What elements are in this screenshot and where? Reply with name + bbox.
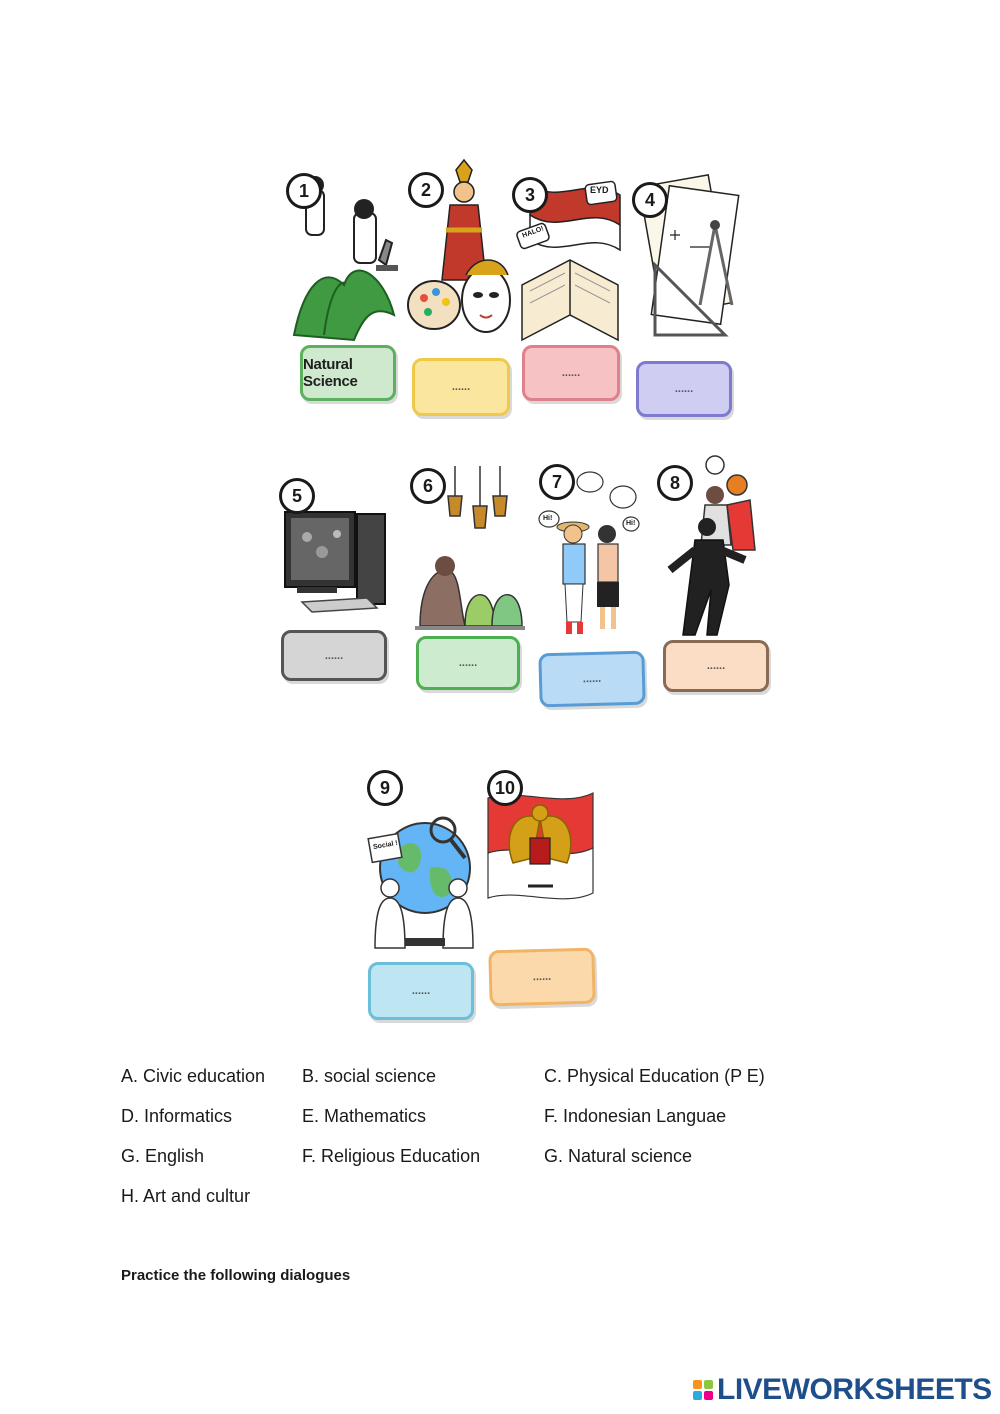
option-a: A. Civic education [121, 1066, 266, 1086]
option-d: D. Informatics [121, 1106, 233, 1126]
option-g2: G. Natural science [544, 1146, 693, 1166]
card-number: 5 [279, 478, 315, 514]
answer-box-2[interactable]: ...... [412, 358, 510, 416]
card-1 [284, 165, 404, 415]
option-h: H. Art and cultur [121, 1186, 251, 1206]
card-8 [655, 455, 775, 700]
card-number: 7 [539, 464, 575, 500]
answer-box-8[interactable]: ...... [663, 640, 769, 692]
card-7 [535, 462, 655, 712]
card-9 [365, 768, 480, 1023]
logo-mark-icon [693, 1380, 713, 1400]
card-number: 9 [367, 770, 403, 806]
answer-box-10[interactable]: ...... [488, 948, 595, 1007]
card-3 [510, 165, 630, 415]
card-6 [410, 466, 530, 691]
card-5 [277, 472, 392, 687]
speech-halo: HALO! [521, 225, 545, 240]
card-number: 4 [632, 182, 668, 218]
card-number: 10 [487, 770, 523, 806]
card-number: 3 [512, 177, 548, 213]
card-number: 6 [410, 468, 446, 504]
card-4 [630, 165, 740, 420]
speech-hi-2: Hi! [626, 520, 636, 527]
practice-heading: Practice the following dialogues [121, 1267, 351, 1284]
option-f: F. Indonesian Languae [544, 1106, 727, 1126]
answer-box-9[interactable]: ...... [368, 962, 474, 1020]
brand-name: LIVEWORKSHEETS [717, 1373, 992, 1406]
answer-box-7[interactable]: ...... [538, 651, 645, 708]
option-b: B. social science [302, 1066, 437, 1086]
option-c: C. Physical Education (P E) [544, 1066, 765, 1086]
card-number: 1 [286, 173, 322, 209]
answer-box-3[interactable]: ...... [522, 345, 620, 401]
answer-box-6[interactable]: ...... [416, 636, 520, 690]
card-number: 2 [408, 172, 444, 208]
card-10 [483, 768, 598, 1008]
card-2 [406, 160, 516, 420]
card-number: 8 [657, 465, 693, 501]
liveworksheets-logo [693, 1374, 992, 1406]
option-f2: F. Religious Education [302, 1146, 481, 1166]
speech-hi-1: Hi! [543, 515, 553, 522]
option-e: E. Mathematics [302, 1106, 427, 1126]
option-g: G. English [121, 1146, 205, 1166]
speech-eyd: EYD [590, 185, 609, 195]
answer-box-1[interactable]: Natural Science [300, 345, 396, 401]
answer-box-5[interactable]: ...... [281, 630, 387, 681]
sign-social: Social ! [372, 839, 399, 852]
answer-box-4[interactable]: ...... [636, 361, 732, 417]
